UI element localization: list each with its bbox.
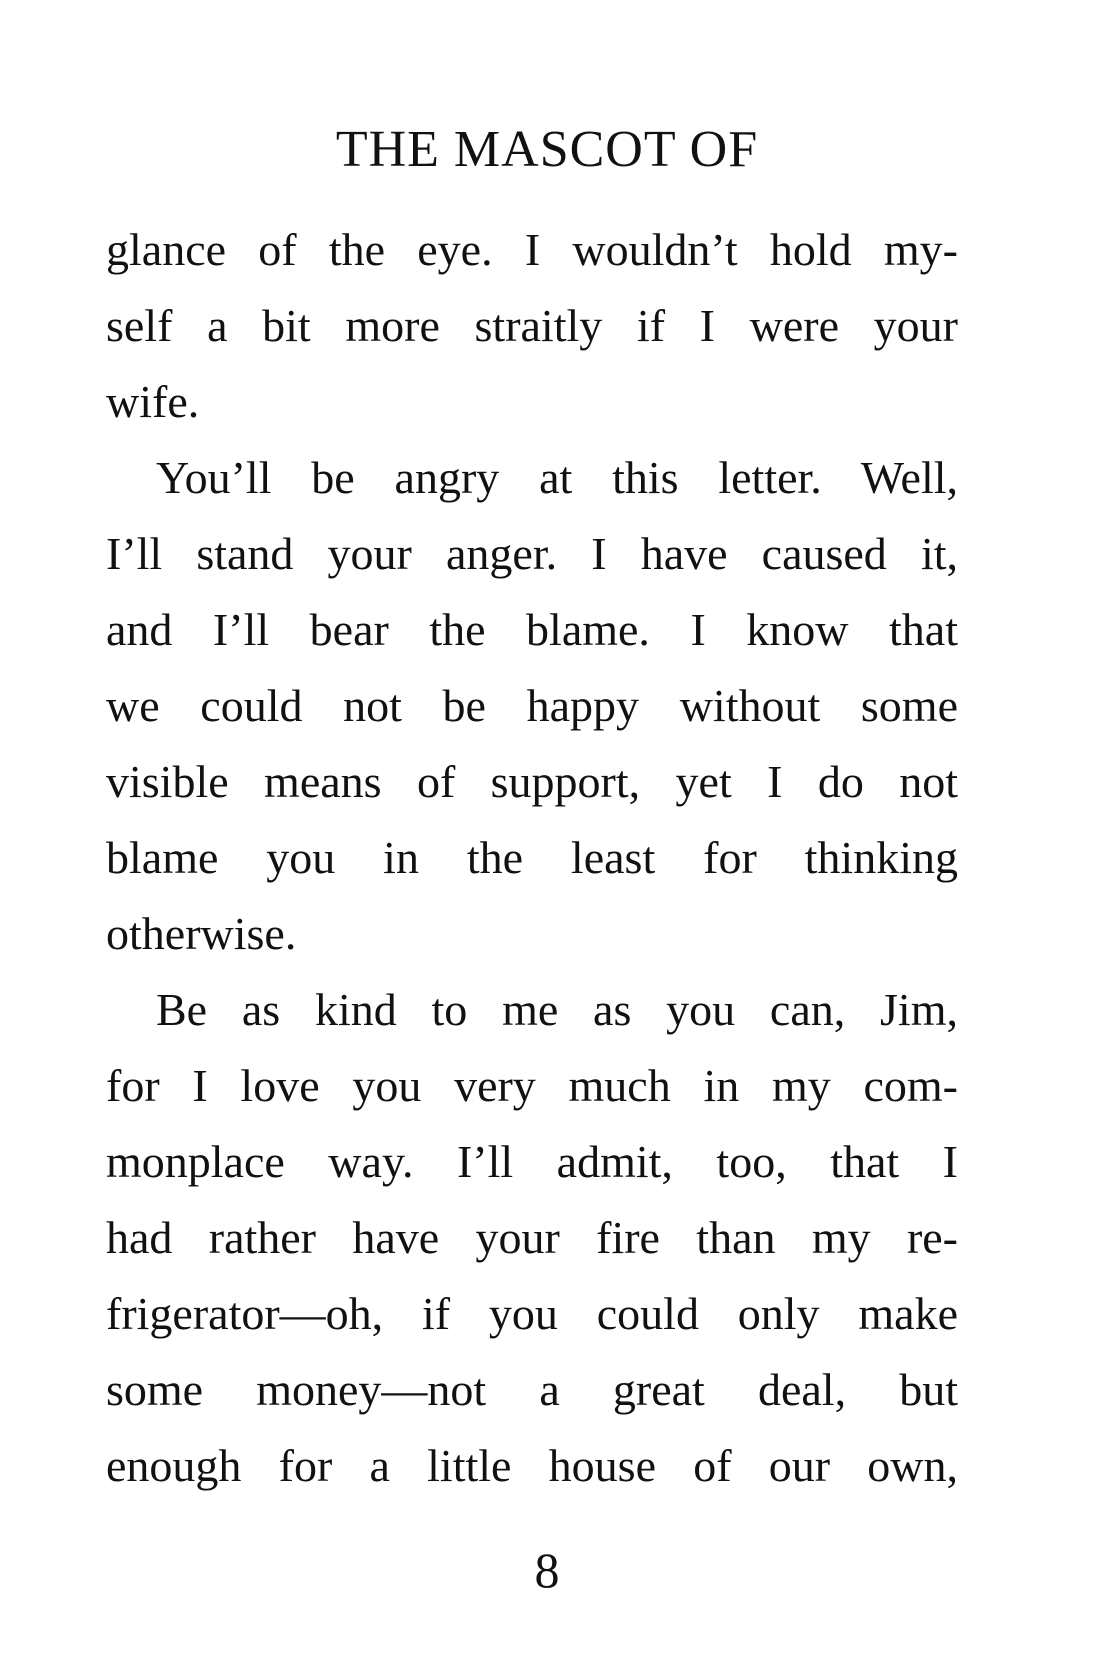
text-line: I’ll stand your anger. I have caused it, [106, 528, 958, 579]
text-line: wife. [106, 376, 200, 427]
text-line: self a bit more straitly if I were your [106, 300, 958, 351]
text-line: for I love you very much in my com- [106, 1060, 958, 1111]
text-line: some money—not a great deal, but [106, 1364, 958, 1415]
paragraph-start-line: You’ll be angry at this letter. Well, [156, 452, 958, 503]
text-line: and I’ll bear the blame. I know that [106, 604, 958, 655]
paragraph-start-line: Be as kind to me as you can, Jim, [156, 984, 958, 1035]
text-line: we could not be happy without some [106, 680, 958, 731]
text-line: enough for a little house of our own, [106, 1440, 958, 1491]
text-line: otherwise. [106, 908, 297, 959]
running-head: THE MASCOT OF [335, 121, 759, 178]
page-number: 8 [534, 1542, 560, 1598]
body-text [106, 212, 958, 1504]
text-line: blame you in the least for thinking [106, 832, 958, 883]
text-line: visible means of support, yet I do not [106, 756, 958, 807]
text-line: monplace way. I’ll admit, too, that I [106, 1136, 958, 1187]
text-line: glance of the eye. I wouldn’t hold my- [106, 224, 958, 275]
text-line: had rather have your fire than my re- [106, 1212, 958, 1263]
text-line: frigerator—oh, if you could only make [106, 1288, 958, 1339]
